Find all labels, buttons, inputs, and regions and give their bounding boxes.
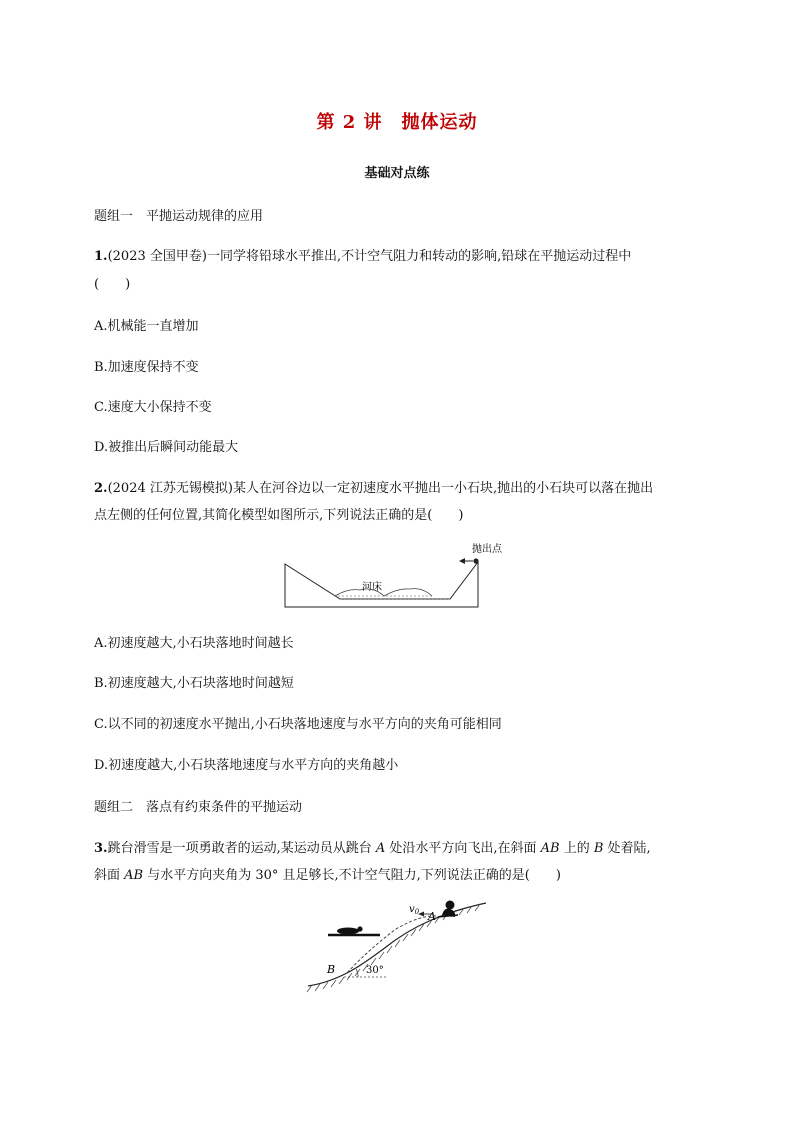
q2-stem-line2: 点左侧的任何位置,其简化模型如图所示,下列说法正确的是( )	[94, 508, 464, 523]
q3-text-d: 处着陆,	[603, 841, 651, 856]
v0-label: $v_0$	[409, 904, 420, 916]
page-title: 第 2 讲 抛体运动	[316, 112, 478, 133]
point-b-label: B	[327, 963, 336, 976]
q3-slope-ab: AB	[540, 841, 560, 856]
q3-stem-line2	[94, 864, 561, 883]
throw-point-dot	[473, 558, 478, 563]
point-a-label: A	[428, 910, 436, 923]
lying-skier-icon	[337, 928, 359, 935]
river-valley-figure	[280, 538, 520, 612]
q2-option-c: C.以不同的初速度水平抛出,小石块落地速度与水平方向的夹角可能相同	[94, 717, 502, 732]
velocity-arrow-icon	[459, 558, 465, 564]
q1-option-d: D.被推出后瞬间动能最大	[94, 440, 239, 455]
group2-heading: 题组二 落点有约束条件的平抛运动	[94, 800, 303, 815]
q2-option-a: A.初速度越大,小石块落地时间越长	[94, 636, 294, 651]
ski-jump-figure	[300, 895, 500, 997]
q2-number: 2.	[94, 481, 108, 496]
q2-option-d: D.初速度越大,小石块落地速度与水平方向的夹角越小	[94, 758, 399, 773]
q3-slope-ab-2: AB	[124, 868, 144, 883]
q3-text-f: 与水平方向夹角为 30° 且足够长,不计空气阻力,下列说法正确的是( )	[143, 868, 561, 883]
q1-number: 1.	[94, 249, 108, 264]
q1-option-c: C.速度大小保持不变	[94, 400, 212, 415]
q3-text-c: 上的	[559, 841, 594, 856]
q2-stem-line1	[94, 477, 653, 496]
angle-30-label: 30°	[366, 965, 384, 976]
q2-option-b: B.初速度越大,小石块落地时间越短	[94, 676, 294, 691]
q3-text-b: 处沿水平方向飞出,在斜面	[385, 841, 541, 856]
q1-option-a: A.机械能一直增加	[94, 319, 199, 334]
q3-number: 3.	[94, 841, 108, 856]
jumping-skier-icon	[438, 901, 458, 918]
q3-text-a: 跳台滑雪是一项勇敢者的运动,某运动员从跳台	[107, 841, 376, 856]
q1-blank: ( )	[94, 277, 131, 292]
q2-text-line1: (2024 江苏无锡模拟)某人在河谷边以一定初速度水平抛出一小石块,抛出的小石块可以落在抛出	[107, 481, 654, 496]
section-subtitle: 基础对点练	[364, 166, 430, 181]
q3-point-a: A	[375, 841, 386, 856]
group1-heading: 题组一 平抛运动规律的应用	[94, 209, 264, 224]
q3-stem-line1	[94, 837, 651, 856]
throw-point-label: 抛出点	[472, 544, 502, 555]
q3-point-b: B	[593, 841, 604, 856]
q1-stem	[94, 245, 631, 264]
river-bed-label: 河床	[362, 582, 382, 593]
q1-text: (2023 全国甲卷)一同学将铅球水平推出,不计空气阻力和转动的影响,铅球在平抛运动过程中	[107, 249, 632, 264]
q3-text-e: 斜面	[94, 868, 125, 883]
q1-option-b: B.加速度保持不变	[94, 360, 199, 375]
